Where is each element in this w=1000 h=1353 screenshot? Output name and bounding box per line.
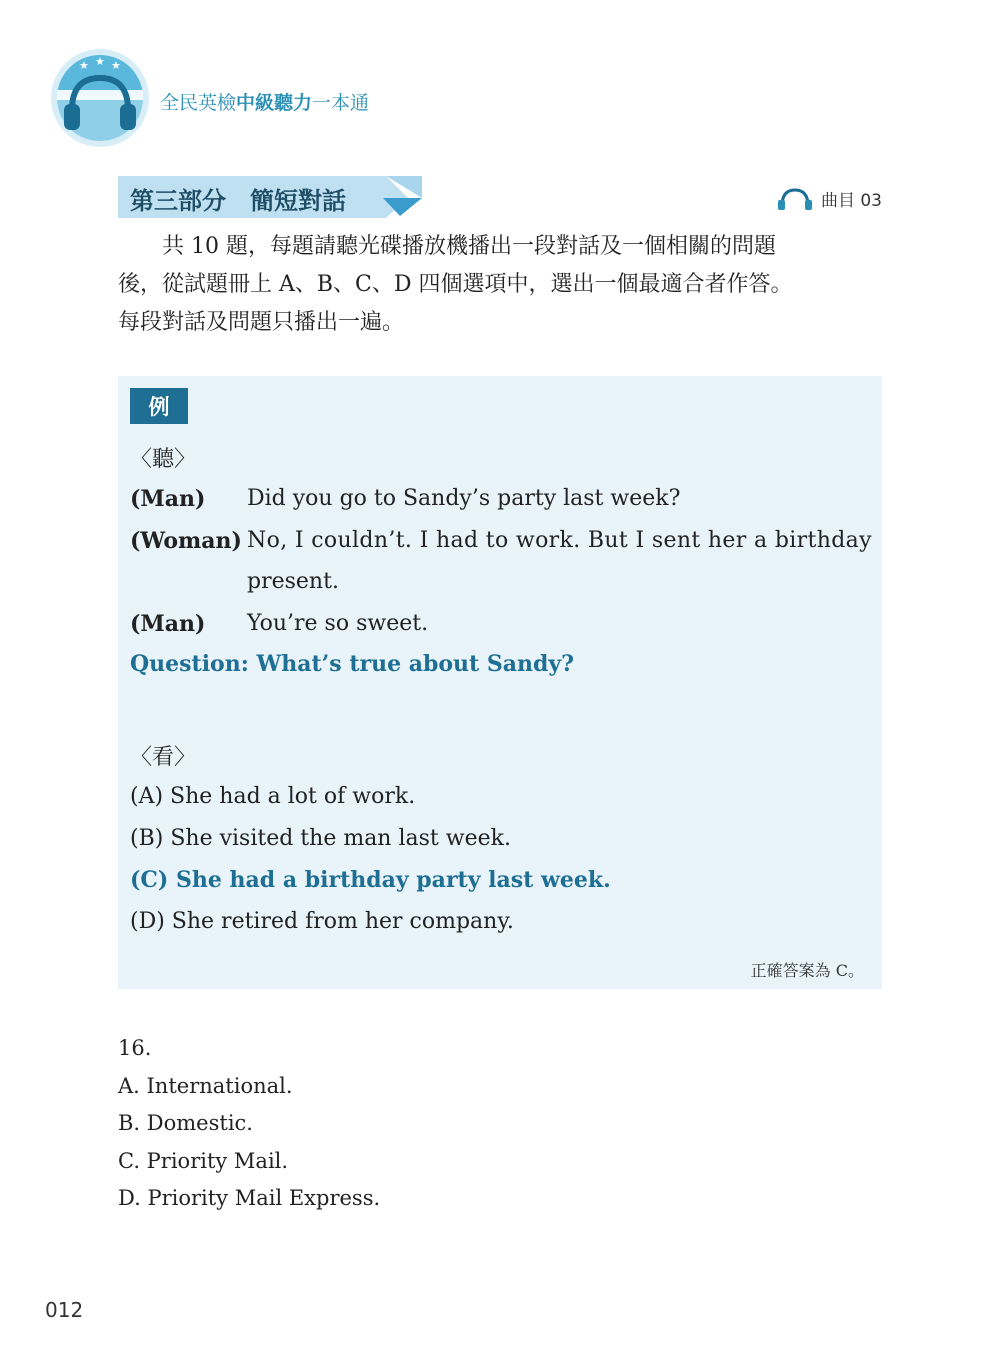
listen-label: 〈聽〉	[130, 447, 197, 472]
track-label: 曲目 03	[820, 191, 882, 211]
section-title: 第三部分 簡短對話	[130, 187, 346, 215]
speaker: (Man)	[130, 611, 206, 637]
option-c-correct: (C) She had a birthday party last week.	[130, 867, 611, 893]
headphones-icon	[777, 188, 813, 210]
speaker: (Woman)	[130, 528, 242, 554]
option-b: (B) She visited the man last week.	[130, 826, 511, 851]
instructions-line: 共 10 題，每題請聽光碟播放機播出一段對話及一個相關的問題	[118, 234, 776, 259]
svg-text:★: ★	[95, 55, 105, 68]
svg-text:★: ★	[111, 59, 121, 72]
answer-option[interactable]: B. Domestic.	[118, 1111, 253, 1135]
instructions	[118, 228, 888, 342]
option-d: (D) She retired from her company.	[130, 909, 514, 934]
example-badge: 例	[130, 388, 188, 424]
svg-text:★: ★	[79, 59, 89, 72]
headphones-logo-icon	[50, 48, 150, 148]
option-a: (A) She had a lot of work.	[130, 784, 416, 809]
question-16	[118, 1030, 380, 1218]
dialogue-line: present.	[247, 569, 339, 594]
question-number: 16.	[118, 1036, 152, 1060]
book-title: 全民英檢中級聽力一本通	[160, 92, 370, 114]
answer-option[interactable]: C. Priority Mail.	[118, 1148, 289, 1173]
instructions-line: 每段對話及問題只播出一遍。	[118, 310, 405, 335]
answer-note: 正確答案為 C。	[750, 961, 864, 980]
answer-option[interactable]: A. International.	[118, 1073, 293, 1098]
speaker: (Man)	[130, 486, 206, 512]
instructions-line: 後，從試題冊上 A、B、C、D 四個選項中，選出一個最適合者作答。	[118, 272, 793, 297]
dialogue-line: No, I couldn’t. I had to work. But I sent her a birthday	[247, 528, 872, 553]
read-label: 〈看〉	[130, 745, 197, 770]
page-number: 012	[45, 1298, 84, 1322]
example-question: Question: What’s true about Sandy?	[130, 651, 575, 677]
answer-option[interactable]: D. Priority Mail Express.	[118, 1186, 381, 1210]
example-box	[118, 376, 882, 989]
dialogue-line: Did you go to Sandy’s party last week?	[247, 486, 681, 511]
dialogue-line: You’re so sweet.	[247, 611, 429, 636]
track-indicator[interactable]	[777, 186, 882, 211]
